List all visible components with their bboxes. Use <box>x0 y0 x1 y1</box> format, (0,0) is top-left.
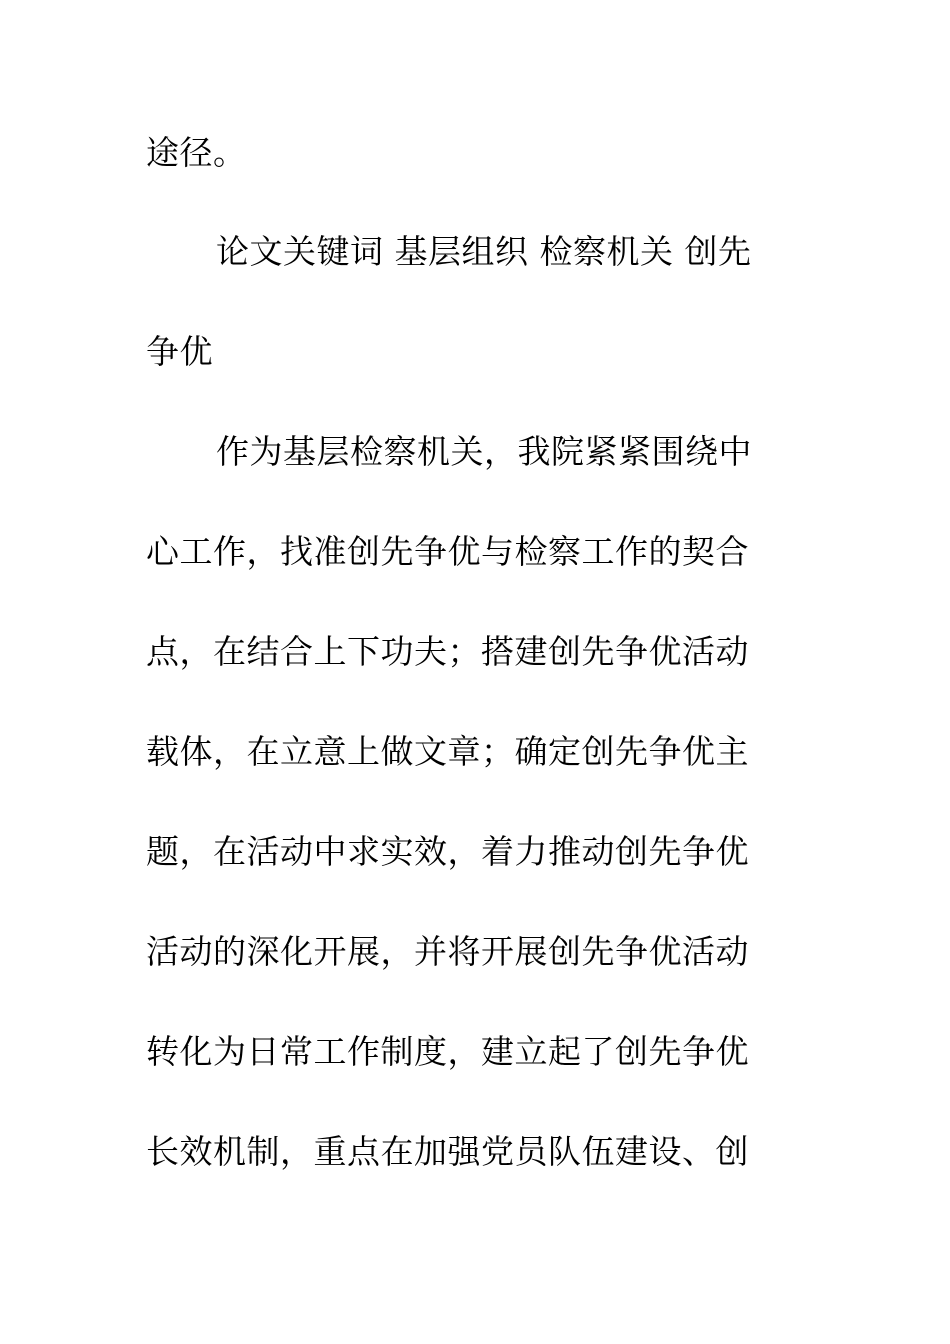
text-line: 转化为日常工作制度，建立起了创先争优 <box>146 1032 749 1071</box>
text-line: 争优 <box>146 332 213 371</box>
text-line: 途径。 <box>146 133 247 172</box>
text-line: 点，在结合上下功夫；搭建创先争优活动 <box>146 632 749 671</box>
text-line: 载体，在立意上做文章；确定创先争优主 <box>146 732 749 771</box>
text-line: 长效机制，重点在加强党员队伍建设、创 <box>146 1132 749 1171</box>
paragraph-first-line: 作为基层检察机关，我院紧紧围绕中 <box>216 432 752 471</box>
text-line: 题，在活动中求实效，着力推动创先争优 <box>146 832 749 871</box>
text-line: 活动的深化开展，并将开展创先争优活动 <box>146 932 749 971</box>
keywords-line: 论文关键词 基层组织 检察机关 创先 <box>216 232 752 271</box>
text-line: 心工作，找准创先争优与检察工作的契合 <box>146 532 749 571</box>
